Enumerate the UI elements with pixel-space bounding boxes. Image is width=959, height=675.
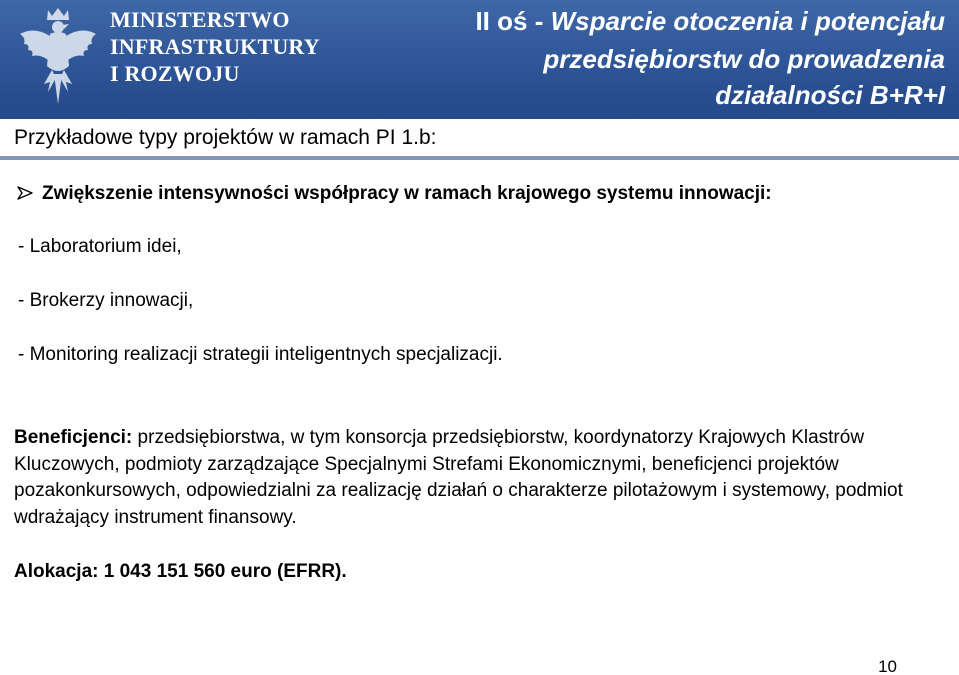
ministry-line-1: MINISTERSTWO bbox=[110, 7, 290, 32]
title-text-1: Wsparcie otoczenia i potencjału bbox=[550, 6, 945, 36]
ministry-name bbox=[110, 6, 320, 87]
allocation-text: Alokacja: 1 043 151 560 euro (EFRR). bbox=[14, 561, 347, 582]
beneficiaries-text: przedsiębiorstwa, w tym konsorcja przedsiębiorstw, koordynatorzy Krajowych Klastrów Kluczowych, podmioty zarządzające Specjalnymi Strefami Ekonomicznymi, beneficjenci projektów pozakonkursowych, odpowiedzialni za realizację działań o charakterze pilotażowym i systemowy, podmiot wdrażający instrument finansowy. bbox=[14, 427, 903, 528]
list-item: - Monitoring realizacji strategii inteligentnych specjalizacji. bbox=[18, 344, 503, 365]
arrow-bullet-icon bbox=[16, 185, 34, 201]
slide-title-line-1 bbox=[475, 6, 945, 36]
ministry-line-2: INFRASTRUKTURY bbox=[110, 34, 320, 59]
list-item: - Brokerzy innowacji, bbox=[18, 290, 194, 311]
ministry-line-3: I ROZWOJU bbox=[110, 61, 240, 86]
slide-title-line-2: przedsiębiorstw do prowadzenia bbox=[543, 44, 945, 74]
list-item: - Laboratorium idei, bbox=[18, 236, 182, 257]
slide-title-line-3: działalności B+R+I bbox=[715, 80, 945, 110]
bullet-heading bbox=[16, 183, 772, 205]
page-number: 10 bbox=[878, 657, 897, 675]
slide-subtitle: Przykładowe typy projektów w ramach PI 1.b: bbox=[14, 126, 437, 149]
header-banner bbox=[0, 0, 959, 119]
divider bbox=[0, 156, 959, 160]
title-prefix: II oś - bbox=[475, 6, 551, 36]
bullet-heading-text: Zwiększenie intensywności współpracy w ramach krajowego systemu innowacji: bbox=[42, 183, 772, 204]
beneficiaries-paragraph bbox=[14, 425, 944, 531]
polish-eagle-emblem-icon bbox=[14, 4, 102, 112]
beneficiaries-label: Beneficjenci: bbox=[14, 427, 133, 448]
